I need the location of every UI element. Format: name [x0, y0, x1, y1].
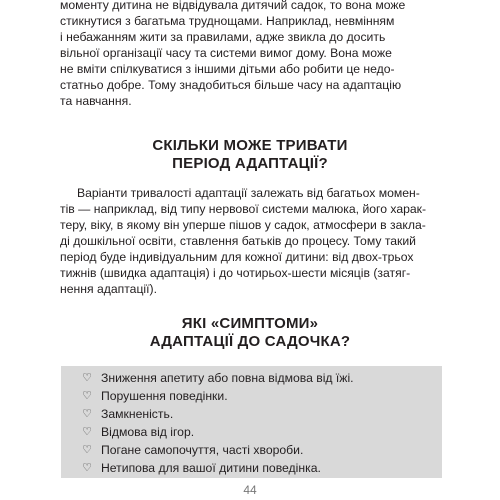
- heart-outline-icon: ♡: [82, 390, 92, 402]
- heading-line: СКІЛЬКИ МОЖЕ ТРИВАТИ: [152, 137, 348, 154]
- symptom-text: Порушення поведінки.: [101, 389, 228, 403]
- heading-line: ПЕРІОД АДАПТАЦІЇ?: [172, 155, 328, 172]
- heart-outline-icon: ♡: [82, 444, 92, 456]
- body-line: теру, віку, в якому він уперше пішов у садок, атмосфери в закла-: [60, 218, 426, 232]
- intro-line: та навчання.: [60, 94, 132, 108]
- body-line: тижнів (швидка адаптація) і до чотирьох-шести місяців (затяг-: [60, 266, 411, 280]
- heading-line: ЯКІ «СИМПТОМИ»: [181, 315, 319, 332]
- list-item: [79, 406, 173, 422]
- heading-line: АДАПТАЦІЇ ДО САДОЧКА?: [149, 333, 351, 350]
- symptom-text: Нетипова для вашої дитини поведінка.: [101, 461, 321, 475]
- list-item: [79, 370, 354, 386]
- heart-outline-icon: ♡: [82, 372, 92, 384]
- heart-outline-icon: ♡: [82, 408, 92, 420]
- intro-line: і небажанням жити за правилами, адже звикла до досить: [60, 30, 386, 44]
- list-item: [79, 388, 228, 404]
- symptom-text: Замкненість.: [101, 407, 174, 421]
- intro-line: статньо добре. Тому знадобиться більше часу на адаптацію: [60, 78, 402, 92]
- body-line: тів — наприклад, від типу нервової системи малюка, його харак-: [60, 202, 427, 216]
- symptoms-box: [61, 366, 442, 478]
- symptom-text: Відмова від ігор.: [101, 425, 195, 439]
- list-item: [79, 442, 303, 458]
- body-line: ді дошкільної освіти, ставлення батьків до процесу. Тому такий: [60, 234, 416, 248]
- heart-outline-icon: ♡: [82, 462, 92, 474]
- body-line: період буде індивідуальним для кожної дитини: від двох-трьох: [60, 250, 414, 264]
- list-item: [79, 460, 321, 476]
- body-line: Варіанти тривалості адаптації залежать від багатьох момен-: [77, 186, 420, 200]
- intro-line: вільної організації часу та системи вимог дому. Вона може: [60, 46, 392, 60]
- list-item: [79, 424, 194, 440]
- body-line: нення адаптації).: [60, 282, 157, 296]
- symptom-text: Погане самопочуття, часті хвороби.: [101, 443, 304, 457]
- page-number: 44: [243, 483, 257, 497]
- intro-line: не вміти спілкуватися з іншими дітьми або робити це недо-: [60, 62, 395, 76]
- heart-outline-icon: ♡: [82, 426, 92, 438]
- intro-line: моменту дитина не відвідувала дитячий садок, то вона може: [60, 0, 406, 12]
- intro-line: стикнутися з багатьма труднощами. Наприклад, невмінням: [60, 14, 395, 28]
- symptom-text: Зниження апетиту або повна відмова від їжі.: [101, 371, 354, 385]
